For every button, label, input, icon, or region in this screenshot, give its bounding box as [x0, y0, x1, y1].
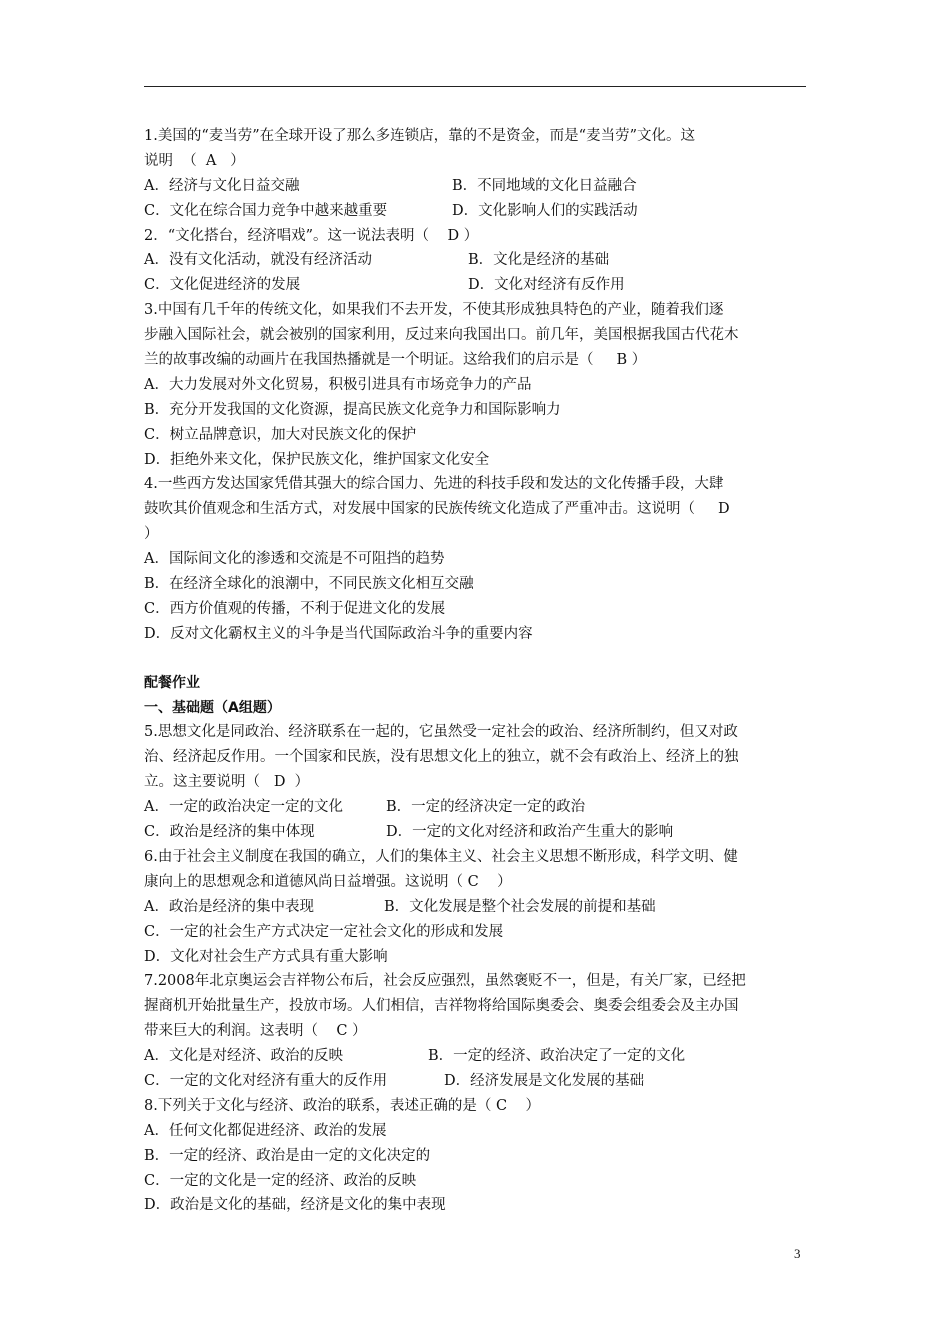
- q4-option-b: B．在经济全球化的浪潮中，不同民族文化相互交融: [144, 576, 474, 593]
- q4-stem-line1: 4.一些西方发达国家凭借其强大的综合国力、先进的科技手段和发达的文化传播手段，大肆: [144, 476, 724, 493]
- q3-stem-line3: 兰的故事改编的动画片在我国热播就是一个明证。这给我们的启示是（ B ）: [144, 352, 647, 369]
- q8-option-c: C．一定的文化是一定的经济、政治的反映: [144, 1172, 417, 1189]
- q1-options-ab: [144, 174, 808, 199]
- q8-stem: 8.下列关于文化与经济、政治的联系，表述正确的是（ C ）: [144, 1097, 540, 1114]
- q6-stem-line2: 康向上的思想观念和道德风尚日益增强。这说明（ C ）: [144, 873, 512, 890]
- q6-option-d: D．文化对社会生产方式具有重大影响: [144, 948, 388, 965]
- q1-option-b: B．不同地域的文化日益融合: [452, 177, 637, 194]
- q7-options-cd: [144, 1069, 808, 1094]
- q1-stem-line1: 1.美国的“麦当劳”在全球开设了那么多连锁店，靠的不是资金，而是“麦当劳”文化。这: [144, 128, 695, 144]
- q6-options-ab: [144, 895, 808, 920]
- q5-stem-line2: 治、经济起反作用。一个国家和民族，没有思想文化上的独立，就不会有政治上、经济上的独: [144, 749, 739, 766]
- q1-stem-line2: 说明 （ A ）: [144, 152, 245, 169]
- q4-option-c: C．西方价值观的传播，不利于促进文化的发展: [144, 600, 446, 617]
- header-rule: [144, 86, 806, 87]
- q3-option-c: C．树立品牌意识，加大对民族文化的保护: [144, 426, 417, 443]
- q3-stem-line2: 步融入国际社会，就会被别的国家利用，反过来向我国出口。前几年，美国根据我国古代花木: [144, 327, 739, 344]
- q4-stem-line2: 鼓吹其价值观念和生活方式，对发展中国家的民族传统文化造成了严重冲击。这说明（ D: [144, 501, 730, 518]
- q1-options-cd: [144, 199, 808, 224]
- q1-option-a: A．经济与文化日益交融: [144, 177, 300, 194]
- q4-option-d: D．反对文化霸权主义的斗争是当代国际政治斗争的重要内容: [144, 625, 533, 642]
- q6-option-a: A．政治是经济的集中表现: [144, 898, 314, 915]
- q5-stem-line1: 5.思想文化是同政治、经济联系在一起的，它虽然受一定社会的政治、经济所制约，但又对政: [144, 724, 738, 741]
- q2-stem: 2．“文化搭台，经济唱戏”。这一说法表明（ D ）: [144, 227, 479, 244]
- q6-option-b: B．文化发展是整个社会发展的前提和基础: [384, 898, 656, 915]
- q7-options-ab: [144, 1044, 808, 1069]
- q8-option-a: A．任何文化都促进经济、政治的发展: [144, 1122, 387, 1139]
- q8-option-b: B．一定的经济、政治是由一定的文化决定的: [144, 1147, 431, 1164]
- q5-option-d: D．一定的文化对经济和政治产生重大的影响: [386, 824, 674, 841]
- q3-option-b: B．充分开发我国的文化资源，提高民族文化竞争力和国际影响力: [144, 401, 561, 418]
- q5-option-a: A．一定的政治决定一定的文化: [144, 799, 343, 816]
- document-body: [144, 124, 808, 1218]
- q5-option-b: B．一定的经济决定一定的政治: [386, 799, 586, 816]
- q2-option-b: B．文化是经济的基础: [468, 252, 610, 269]
- q3-option-d: D．拒绝外来文化，保护民族文化，维护国家文化安全: [144, 451, 490, 468]
- q2-option-c: C．文化促进经济的发展: [144, 277, 301, 294]
- section-subtitle: 一、基础题（A组题）: [144, 699, 281, 716]
- section-spacer: [144, 647, 808, 671]
- q8-option-d: D．政治是文化的基础，经济是文化的集中表现: [144, 1197, 446, 1214]
- section-title: 配餐作业: [144, 674, 200, 691]
- q7-option-a: A．文化是对经济、政治的反映: [144, 1048, 343, 1065]
- q3-stem-line1: 3.中国有几千年的传统文化，如果我们不去开发，不使其形成独具特色的产业，随着我们逐: [144, 302, 724, 319]
- q6-option-c: C．一定的社会生产方式决定一定社会文化的形成和发展: [144, 923, 504, 940]
- q4-stem-line3: ）: [144, 526, 159, 543]
- q7-option-d: D．经济发展是文化发展的基础: [444, 1072, 645, 1089]
- q1-option-d: D．文化影响人们的实践活动: [452, 202, 638, 219]
- q4-option-a: A．国际间文化的渗透和交流是不可阻挡的趋势: [144, 551, 445, 568]
- q7-stem-line1: 7.2008年北京奥运会吉祥物公布后，社会反应强烈，虽然褒贬不一，但是，有关厂家，已经把: [144, 973, 746, 990]
- page-number: 3: [794, 1246, 801, 1261]
- q5-options-cd: [144, 820, 808, 845]
- q3-option-a: A．大力发展对外文化贸易，积极引进具有市场竞争力的产品: [144, 376, 532, 393]
- q7-option-b: B．一定的经济、政治决定了一定的文化: [428, 1048, 686, 1065]
- q5-option-c: C．政治是经济的集中体现: [144, 824, 315, 841]
- q1-option-c: C．文化在综合国力竞争中越来越重要: [144, 202, 388, 219]
- q5-options-ab: [144, 795, 808, 820]
- q7-stem-line3: 带来巨大的利润。这表明（ C ）: [144, 1023, 367, 1040]
- q2-options-ab: [144, 248, 808, 273]
- q2-option-a: A．没有文化活动，就没有经济活动: [144, 252, 372, 269]
- q6-stem-line1: 6.由于社会主义制度在我国的确立，人们的集体主义、社会主义思想不断形成，科学文明、健: [144, 848, 738, 865]
- q7-stem-line2: 握商机开始批量生产，投放市场。人们相信，吉祥物将给国际奥委会、奥委会组委会及主办国: [144, 998, 739, 1015]
- q2-option-d: D．文化对经济有反作用: [468, 277, 625, 294]
- q2-options-cd: [144, 273, 808, 298]
- q7-option-c: C．一定的文化对经济有重大的反作用: [144, 1072, 388, 1089]
- q5-stem-line3: 立。这主要说明（ D ）: [144, 774, 310, 791]
